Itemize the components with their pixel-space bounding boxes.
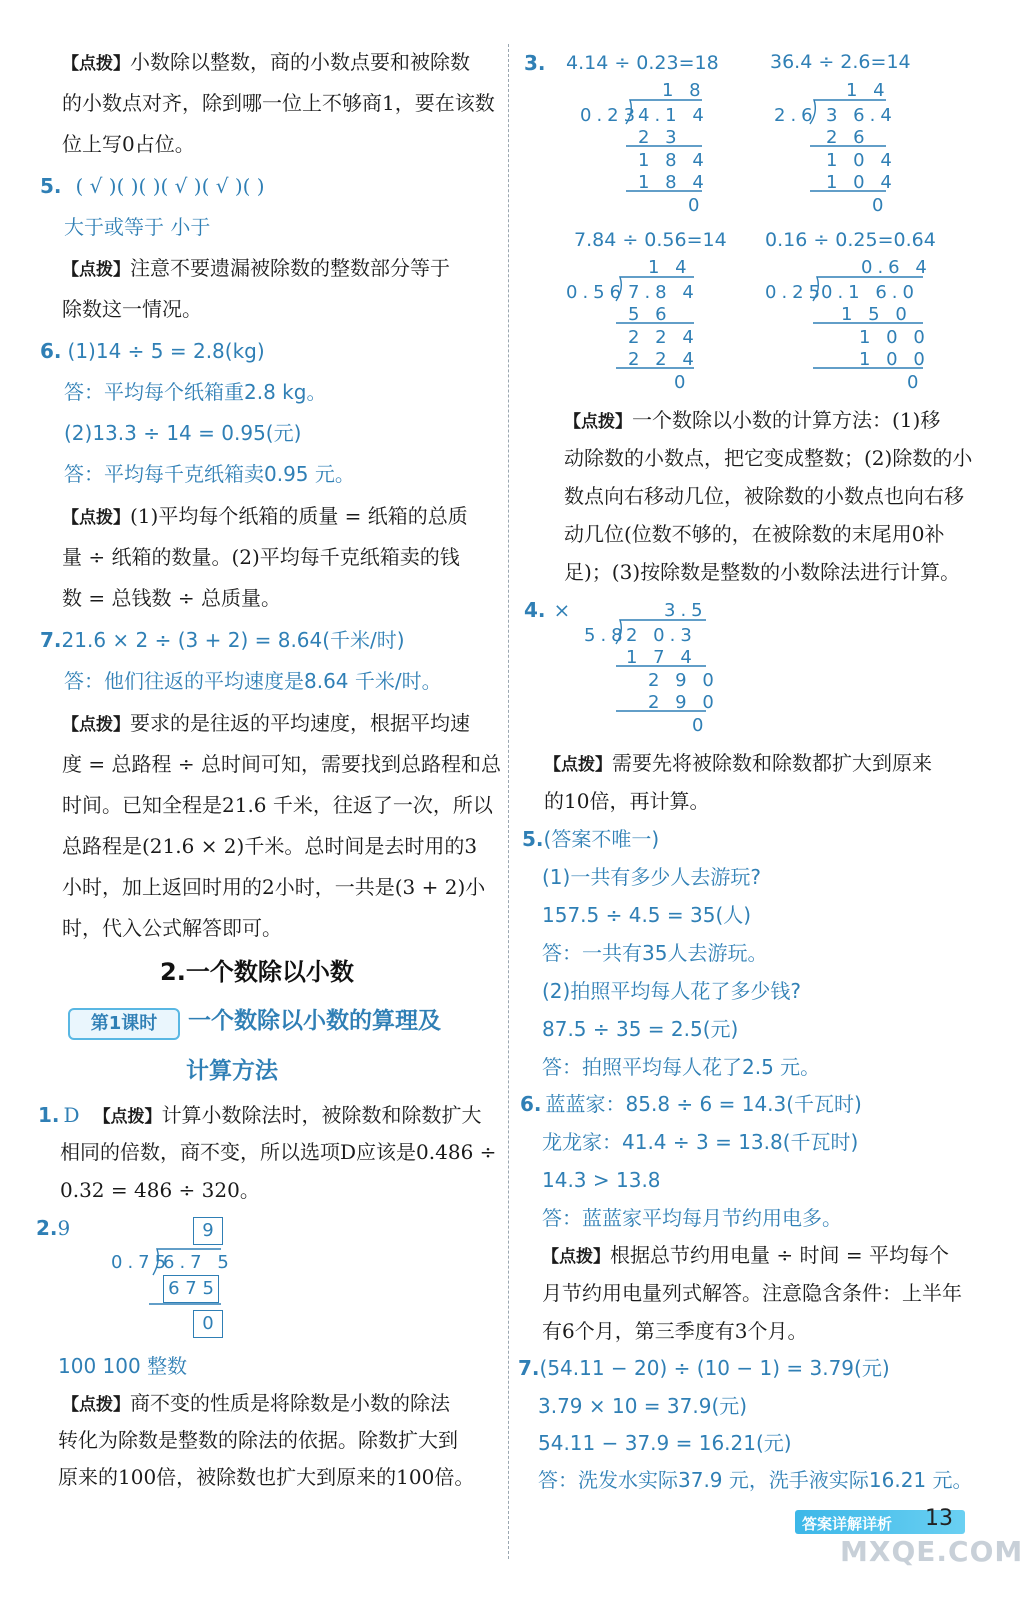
question-1 [38,1105,482,1126]
question-number: 1. [38,1103,60,1127]
division-quotient: 0.6 4 [861,257,932,278]
tip-text: 动除数的小数点，把它变成整数；(2)除数的小 [564,446,973,470]
tip-4 [544,753,932,774]
question-number: 6. [40,339,62,363]
division-divisor: 5.8 [584,625,628,646]
tip-text: 的小数点对齐，除到哪一位上不够商1，要在该数 [62,91,495,115]
answer-line: 答：洗发水实际37.9 元，洗手液实际16.21 元。 [538,1468,973,1492]
division-dividend: 0.1 6.0 [821,282,919,303]
tip-text: 根据总节约用电量 ÷ 时间 = 平均每个 [610,1243,949,1267]
answer-line: (2)13.3 ÷ 14 = 0.95(元) [64,421,302,445]
tip-text: 相同的倍数，商不变，所以选项D应该是0.486 ÷ [60,1140,497,1164]
tip-text: 一个数除以小数的计算方法：(1)移 [632,408,941,432]
tip-text: 商不变的性质是将除数是小数的除法 [130,1391,450,1415]
division-divisor: 0.75 [111,1252,172,1273]
division-divisor: 0.25 [765,282,826,303]
division-step: 2 9 0 [648,692,719,713]
tip-text: 数 = 总钱数 ÷ 总质量。 [62,586,281,610]
column-divider [508,44,509,1559]
question-number: 7. [40,628,62,652]
answer-fill: 100 100 整数 [58,1354,188,1378]
division-dividend: 4.1 4 [638,105,709,126]
division-step: 1 0 0 [859,349,930,370]
division-remainder: 0 [688,195,705,216]
answer-line: (1)一共有多少人去游玩? [542,865,761,889]
division-bracket [774,78,914,218]
answer-line: 87.5 ÷ 35 = 2.5(元) [542,1017,739,1041]
tip-text: 度 = 总路程 ÷ 总时间可知，需要找到总路程和总 [62,752,501,776]
long-division-q4 [584,598,724,738]
division-step: 1 5 0 [841,304,912,325]
division-remainder: 0 [674,372,691,393]
division-step: 1 8 4 [638,172,709,193]
long-division-d3 [566,255,716,395]
long-division-d4 [765,255,935,395]
tip-text: 时，代入公式解答即可。 [62,916,282,940]
tip-tag: 【点拨】 [62,54,130,74]
division-bracket [584,598,724,738]
division-bracket [580,78,720,218]
answer-choice: D [63,1103,80,1127]
tip-text: 量 ÷ 纸箱的数量。(2)平均每千克纸箱卖的钱 [62,545,460,569]
lesson-badge: 第1课时 [68,1008,180,1040]
tip-7 [62,713,470,734]
tip-text: 原来的100倍，被除数也扩大到原来的100倍。 [58,1465,475,1489]
tip-text: 要求的是往返的平均速度，根据平均速 [130,711,470,735]
tip-text: 的10倍，再计算。 [544,789,710,813]
tip-text: 小时，加上返回时用的2小时，一共是(3 + 2)小 [62,875,486,899]
answer-line: 14.3 > 13.8 [542,1168,661,1192]
division-quotient: 1 4 [648,257,692,278]
answer-line: 21.6 × 2 ÷ (3 + 2) = 8.64(千米/时) [61,628,405,652]
division-quotient: 3.5 [664,600,708,621]
question-number: 5. [522,827,544,851]
division-dividend: 6.7 5 [163,1252,234,1273]
tip-2 [62,1393,450,1414]
division-step: 1 0 4 [826,172,897,193]
answer-fill: 大于或等于 小于 [64,215,211,239]
division-step: 2 2 4 [628,327,699,348]
tip-5 [62,258,450,279]
answer-line: 答：平均每个纸箱重2.8 kg。 [64,380,327,404]
question-number: 7. [518,1356,540,1380]
tip-6 [62,506,468,527]
division-bracket [105,1215,235,1345]
equation: 0.16 ÷ 0.25=0.64 [765,229,936,251]
division-remainder: 0 [907,372,924,393]
answer-line: (2)拍照平均每人花了多少钱? [542,979,801,1003]
division-remainder: 0 [692,715,709,736]
division-step: 1 0 4 [826,150,897,171]
answer-line: 答：拍照平均每人花了2.5 元。 [542,1055,821,1079]
tip-text: 足)；(3)按除数是整数的小数除法进行计算。 [564,560,961,584]
question-6 [520,1094,862,1114]
lesson-title: 计算方法 [186,1058,278,1084]
tip-text: 月节约用电量列式解答。注意隐含条件：上半年 [542,1281,962,1305]
tip-text: 计算小数除法时，被除数和除数扩大 [161,1103,482,1127]
division-step: 6 7 5 [163,1275,219,1303]
section-title: 2.一个数除以小数 [160,958,354,986]
tip-text: 转化为除数是整数的除法的依据。除数扩大到 [58,1428,458,1452]
tip-text: (1)平均每个纸箱的质量 = 纸箱的总质 [130,504,468,528]
answer-line: 答：平均每千克纸箱卖0.95 元。 [64,462,355,486]
long-division-q2 [105,1215,235,1345]
question-5 [522,829,659,849]
question-7 [518,1358,890,1378]
tip-1 [62,52,470,73]
division-quotient: 1 8 [662,80,706,101]
division-step: 1 7 4 [626,647,697,668]
division-step: 2 2 4 [628,349,699,370]
answer-line: 答：蓝蓝家平均每月节约用电多。 [542,1206,842,1230]
division-remainder: 0 [872,195,889,216]
lesson-title: 一个数除以小数的算理及 [188,1008,441,1034]
tip-text: 动几位(位数不够的，在被除数的末尾用0补 [564,522,945,546]
long-division-d2 [774,78,914,218]
division-dividend: 7.8 4 [628,282,699,303]
division-quotient: 9 [193,1217,223,1245]
answer-line: 3.79 × 10 = 37.9(元) [538,1394,748,1418]
question-number: 3. [524,51,546,75]
tip-3 [564,410,940,431]
tip-tag: 【点拨】 [542,1247,610,1267]
division-divisor: 2.6 [774,105,818,126]
question-4 [524,600,570,620]
tip-text: 注意不要遗漏被除数的整数部分等于 [130,256,450,280]
question-number: 6. [520,1092,542,1116]
answer-line: 157.5 ÷ 4.5 = 35(人) [542,903,752,927]
tip-text: 数点向右移动几位，被除数的小数点也向右移 [564,484,964,508]
tip-text: 时间。已知全程是21.6 千米，往返了一次，所以 [62,793,493,817]
tip-text: 0.32 = 486 ÷ 320。 [60,1178,260,1202]
question-number: 2. [36,1216,58,1240]
answer-value: 9 [57,1216,71,1240]
division-step: 5 6 [628,304,672,325]
answer-note: (答案不唯一) [543,827,660,851]
tip-tag: 【点拨】 [93,1107,162,1127]
question-6 [40,341,265,361]
division-remainder: 0 [193,1310,223,1338]
equation: 7.84 ÷ 0.56=14 [574,229,727,251]
tip-text: 位上写0占位。 [62,132,195,156]
division-step: 2 9 0 [648,670,719,691]
division-step: 1 8 4 [638,150,709,171]
answer-mark: × [553,598,571,622]
division-bracket [765,255,935,395]
division-step: 2 3 [638,127,682,148]
division-step: 2 6 [826,127,870,148]
answer-line: (54.11 − 20) ÷ (10 − 1) = 3.79(元) [539,1356,890,1380]
division-bracket [566,255,716,395]
long-division-d1 [580,78,720,218]
tip-tag: 【点拨】 [62,508,130,528]
tip-tag: 【点拨】 [62,715,130,735]
division-divisor: 0.56 [566,282,627,303]
division-step: 1 0 0 [859,327,930,348]
page-number: 13 [925,1506,953,1531]
answer-line: 答：他们往返的平均速度是8.64 千米/时。 [64,669,442,693]
answer-line: 蓝蓝家：85.8 ÷ 6 = 14.3(千瓦时) [545,1092,862,1116]
tip-text: 有6个月，第三季度有3个月。 [542,1319,808,1343]
watermark: MXQE.COM [840,1535,1024,1568]
division-quotient: 1 4 [846,80,890,101]
answer-line: 龙龙家：41.4 ÷ 3 = 13.8(千瓦时) [542,1130,859,1154]
equation: 36.4 ÷ 2.6=14 [770,51,911,73]
division-divisor: 0.23 [580,105,641,126]
question-7 [40,630,405,650]
tip-text: 需要先将被除数和除数都扩大到原来 [612,751,932,775]
answer-line: 54.11 − 37.9 = 16.21(元) [538,1431,792,1455]
tip-tag: 【点拨】 [62,1395,130,1415]
question-2 [36,1218,70,1238]
question-number: 5. [40,174,62,198]
tip-text: 总路程是(21.6 × 2)千米。总时间是去时用的3 [62,834,478,858]
question-5 [40,176,265,196]
answer-marks: ( √ )( )( )( √ )( √ )( ) [75,174,265,198]
tip-tag: 【点拨】 [62,260,130,280]
tip-6 [542,1245,949,1266]
tip-tag: 【点拨】 [564,412,632,432]
tip-text: 小数除以整数，商的小数点要和被除数 [130,50,470,74]
tip-text: 除数这一情况。 [62,297,202,321]
footer-label: 答案详解详析 [802,1515,893,1533]
answer-line: (1)14 ÷ 5 = 2.8(kg) [67,339,265,363]
equation: 4.14 ÷ 0.23=18 [566,52,719,74]
division-dividend: 2 0.3 [626,625,697,646]
tip-tag: 【点拨】 [544,755,612,775]
question-number: 4. [524,598,546,622]
answer-line: 答：一共有35人去游玩。 [542,941,768,965]
division-dividend: 3 6.4 [826,105,897,126]
